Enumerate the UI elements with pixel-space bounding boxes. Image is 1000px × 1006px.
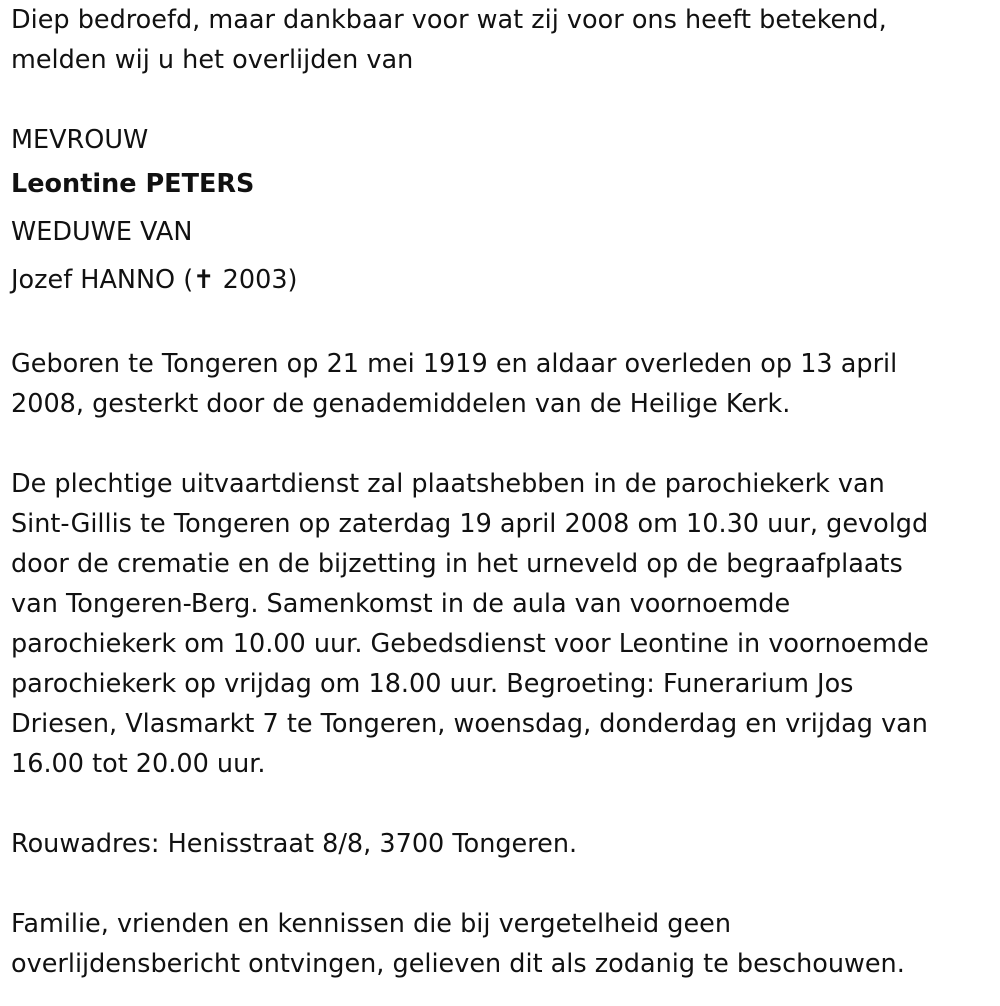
service-line: van Tongeren-Berg. Samenkomst in de aula van voornoemde bbox=[11, 589, 791, 619]
service-line: 16.00 tot 20.00 uur. bbox=[11, 749, 266, 779]
address-paragraph bbox=[11, 824, 991, 864]
closing-line: overlijdensbericht ontvingen, gelieven dit als zodanig te beschouwen. bbox=[11, 949, 905, 979]
deceased-title: MEVROUW bbox=[11, 125, 149, 155]
mourning-address: Rouwadres: Henisstraat 8/8, 3700 Tongeren. bbox=[11, 829, 578, 859]
service-line: Driesen, Vlasmarkt 7 te Tongeren, woensdag, donderdag en vrijdag van bbox=[11, 709, 928, 739]
service-line: parochiekerk op vrijdag om 18.00 uur. Begroeting: Funerarium Jos bbox=[11, 669, 854, 699]
service-paragraph bbox=[11, 464, 991, 784]
service-line: parochiekerk om 10.00 uur. Gebedsdienst voor Leontine in voornoemde bbox=[11, 629, 929, 659]
deceased-name: Leontine PETERS bbox=[11, 169, 255, 199]
closing-paragraph bbox=[11, 904, 991, 984]
deceased-spouse: Jozef HANNO (✝ 2003) bbox=[11, 265, 298, 295]
deceased-relation: WEDUWE VAN bbox=[11, 217, 193, 247]
intro-paragraph bbox=[11, 0, 991, 80]
service-line: door de crematie en de bijzetting in het urneveld op de begraafplaats bbox=[11, 549, 903, 579]
deceased-block bbox=[11, 120, 991, 304]
birth-death-line: 2008, gesterkt door de genademiddelen van de Heilige Kerk. bbox=[11, 389, 791, 419]
closing-line: Familie, vrienden en kennissen die bij vergetelheid geen bbox=[11, 909, 731, 939]
service-line: De plechtige uitvaartdienst zal plaatshebben in de parochiekerk van bbox=[11, 469, 885, 499]
service-line: Sint-Gillis te Tongeren op zaterdag 19 april 2008 om 10.30 uur, gevolgd bbox=[11, 509, 929, 539]
birth-death-paragraph bbox=[11, 344, 991, 424]
intro-line: Diep bedroefd, maar dankbaar voor wat zij voor ons heeft betekend, bbox=[11, 5, 887, 35]
intro-line: melden wij u het overlijden van bbox=[11, 45, 414, 75]
birth-death-line: Geboren te Tongeren op 21 mei 1919 en aldaar overleden op 13 april bbox=[11, 349, 898, 379]
obituary-notice bbox=[11, 0, 991, 984]
